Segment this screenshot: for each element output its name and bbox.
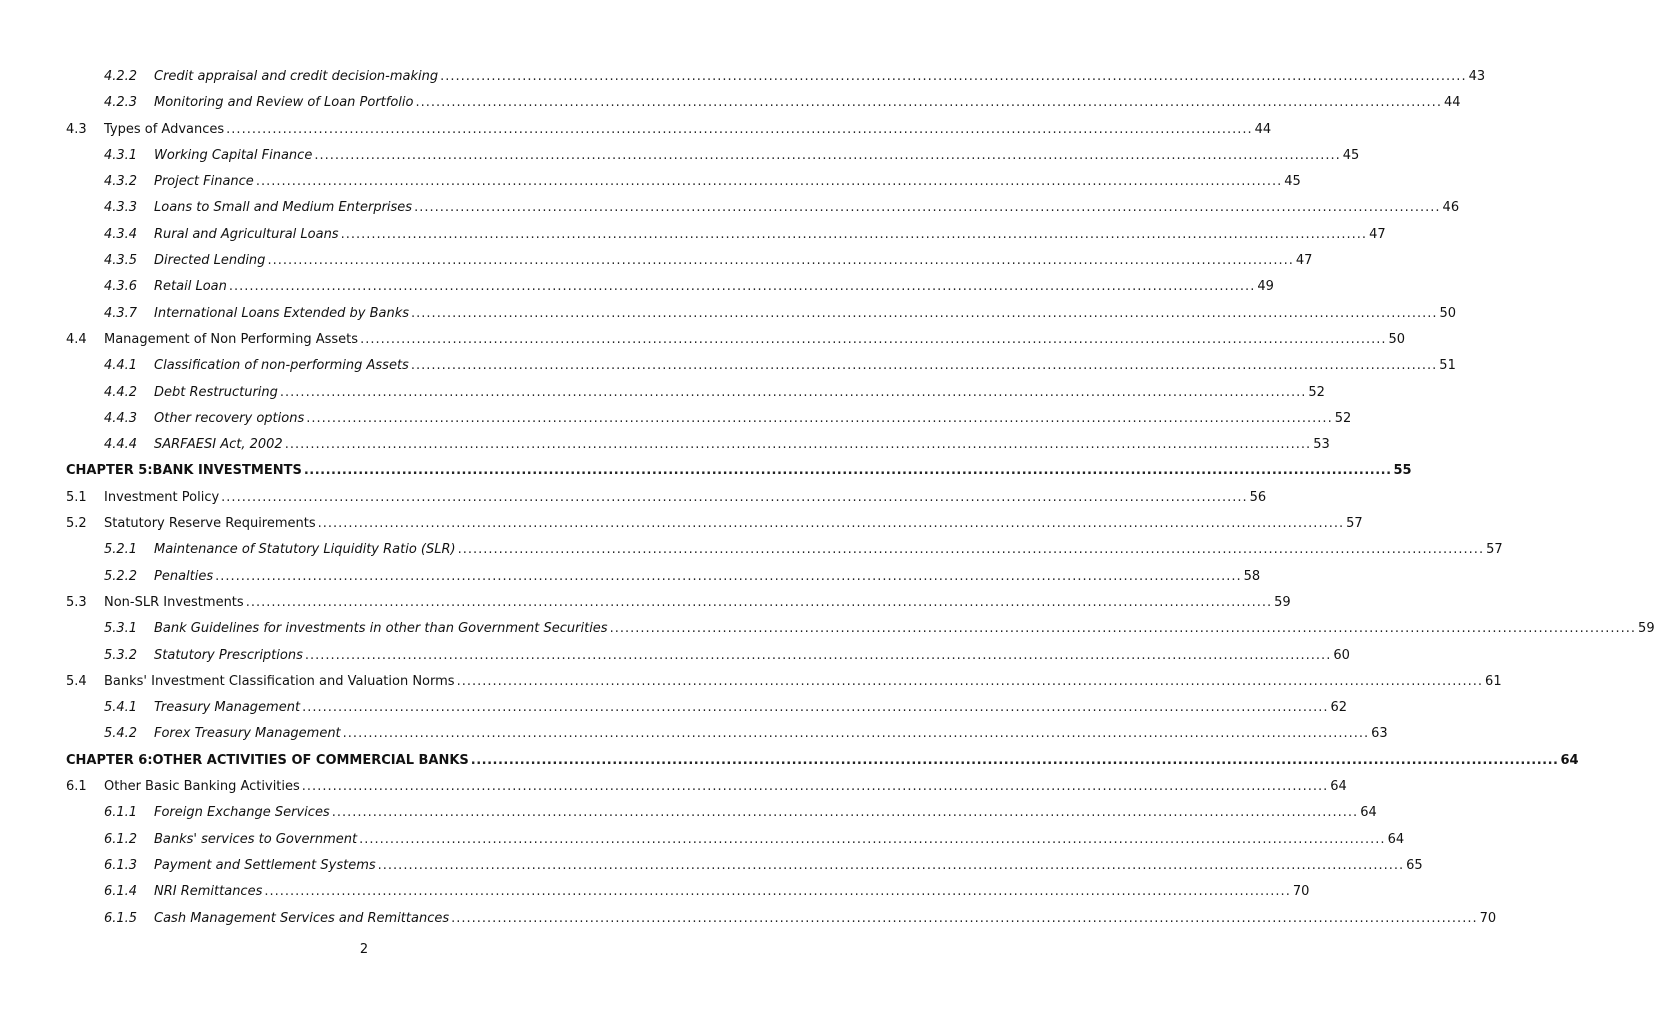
toc-entry-title: Other recovery options [154, 410, 305, 426]
toc-entry-title: Payment and Settlement Systems [154, 857, 376, 873]
toc-entry-number: 6.1.5 [104, 910, 138, 926]
dot-leader [215, 564, 1241, 590]
toc-entry-page: 58 [1243, 568, 1261, 584]
toc-entry-page: 70 [1292, 884, 1310, 900]
toc-entry-title: Statutory Reserve Requirements [104, 516, 316, 532]
toc-entry [66, 643, 1350, 669]
toc-entry-number: 6.1.1 [104, 805, 138, 821]
toc-entry-title: SARFAESI Act, 2002 [154, 437, 283, 453]
toc-entry-title: Penalties [154, 568, 214, 584]
toc-entry-number: 5.1 [66, 489, 87, 505]
toc-entry-number: 5.2.1 [104, 542, 138, 558]
toc-entry-number: CHAPTER 6: [66, 752, 153, 768]
toc-entry [66, 906, 1497, 932]
toc-entry-number: 4.4.2 [104, 384, 138, 400]
toc-entry [66, 353, 1456, 379]
toc-entry-number: 6.1.3 [104, 857, 138, 873]
toc-entry-title: Other Basic Banking Activities [104, 779, 300, 795]
dot-leader [440, 64, 1466, 90]
toc-entry-title: Working Capital Finance [154, 147, 313, 163]
toc-entry [66, 511, 1363, 537]
toc-entry-page: 46 [1442, 200, 1460, 216]
toc-entry [66, 616, 1655, 642]
toc-entry-page: 49 [1257, 279, 1274, 295]
toc-entry [66, 143, 1360, 169]
table-of-contents [66, 64, 1655, 932]
toc-entry-page: 50 [1439, 305, 1457, 321]
toc-entry-title: Non-SLR Investments [104, 594, 244, 610]
dot-leader [343, 721, 1369, 747]
toc-entry-number: 4.3.4 [104, 226, 138, 242]
toc-entry-number: 4.3.2 [104, 174, 138, 190]
toc-entry-title: NRI Remittances [154, 884, 263, 900]
toc-entry-page: 56 [1249, 489, 1267, 505]
toc-entry-page: 59 [1274, 594, 1291, 610]
toc-entry-title: Rural and Agricultural Loans [154, 226, 339, 242]
dot-leader [359, 827, 1385, 853]
dot-leader [332, 800, 1358, 826]
dot-leader [280, 380, 1306, 406]
toc-entry [66, 485, 1267, 511]
toc-entry-title: Retail Loan [154, 279, 227, 295]
toc-entry-page: 51 [1439, 358, 1456, 374]
toc-entry-number: 4.4.3 [104, 410, 138, 426]
toc-entry [66, 195, 1460, 221]
dot-leader [246, 590, 1272, 616]
dot-leader [411, 301, 1437, 327]
dot-leader [457, 669, 1483, 695]
toc-entry-page: 57 [1346, 516, 1363, 532]
toc-entry-title: Classification of non-performing Assets [154, 358, 409, 374]
toc-entry-title: Directed Lending [154, 253, 266, 269]
toc-entry-page: 60 [1333, 647, 1350, 663]
toc-entry [66, 301, 1457, 327]
toc-entry [66, 590, 1291, 616]
toc-entry [66, 564, 1261, 590]
toc-entry [66, 800, 1377, 826]
toc-entry-page: 64 [1330, 779, 1347, 795]
toc-entry-title: Investment Policy [104, 489, 220, 505]
toc-entry-page: 64 [1360, 805, 1377, 821]
dot-leader [264, 879, 1290, 905]
toc-entry [66, 248, 1313, 274]
toc-entry [66, 695, 1348, 721]
dot-leader [414, 195, 1440, 221]
toc-entry-page: 47 [1295, 253, 1313, 269]
toc-entry-number: 4.3.7 [104, 305, 138, 321]
toc-entry-page: 52 [1308, 384, 1325, 400]
toc-entry-number: 5.4.2 [104, 726, 138, 742]
dot-leader [341, 222, 1367, 248]
toc-entry-number: 5.4.1 [104, 700, 138, 716]
dot-leader [411, 353, 1437, 379]
toc-entry-number: 5.3.1 [104, 621, 138, 637]
toc-entry-page: 61 [1485, 673, 1502, 689]
toc-entry-number: 4.3.6 [104, 279, 138, 295]
dot-leader [285, 432, 1311, 458]
toc-entry-number: 6.1.4 [104, 884, 138, 900]
toc-entry-page: 43 [1468, 69, 1486, 84]
toc-entry-page: 70 [1479, 910, 1497, 926]
toc-entry-title: International Loans Extended by Banks [154, 305, 410, 321]
toc-chapter-entry [66, 748, 1579, 774]
toc-entry [66, 90, 1461, 116]
toc-entry-title: Statutory Prescriptions [154, 647, 303, 663]
dot-leader [302, 774, 1328, 800]
toc-entry-number: 4.4.1 [104, 358, 138, 374]
toc-entry [66, 827, 1405, 853]
toc-entry-title: Treasury Management [154, 700, 301, 716]
toc-entry-page: 53 [1313, 437, 1330, 453]
toc-entry-page: 62 [1330, 700, 1348, 716]
toc-entry-number: 4.3 [66, 121, 87, 137]
toc-entry-page: 50 [1388, 331, 1406, 347]
toc-entry-title: Maintenance of Statutory Liquidity Ratio (SLR) [154, 542, 456, 558]
toc-entry [66, 853, 1423, 879]
toc-entry [66, 432, 1330, 458]
toc-entry-number: 4.3.5 [104, 253, 138, 269]
toc-entry-title: Debt Restructuring [154, 384, 278, 400]
dot-leader [267, 248, 1293, 274]
toc-entry-title: Credit appraisal and credit decision-making [154, 69, 439, 84]
dot-leader [378, 853, 1404, 879]
toc-entry-number: 5.2.2 [104, 568, 138, 584]
dot-leader [221, 485, 1247, 511]
toc-entry [66, 537, 1503, 563]
toc-entry-number: 5.3 [66, 594, 87, 610]
toc-entry-page: 57 [1486, 542, 1503, 558]
toc-entry-number: 4.3.1 [104, 147, 138, 163]
dot-leader [302, 695, 1328, 721]
toc-entry-number: 4.2.3 [104, 95, 138, 111]
toc-entry [66, 774, 1347, 800]
dot-leader [318, 511, 1344, 537]
toc-entry-page: 52 [1334, 410, 1352, 426]
toc-entry-page: 65 [1406, 857, 1423, 873]
toc-entry-page: 44 [1254, 121, 1272, 137]
toc-entry-title: Cash Management Services and Remittances [154, 910, 450, 926]
toc-entry [66, 721, 1388, 747]
dot-leader [610, 616, 1636, 642]
toc-entry-page: 44 [1443, 95, 1461, 111]
toc-entry-title: Foreign Exchange Services [154, 805, 330, 821]
toc-entry-page: 45 [1284, 174, 1301, 190]
toc-entry-number: 5.2 [66, 516, 87, 532]
toc-entry [66, 117, 1272, 143]
toc-entry-title: Bank Guidelines for investments in other than Government Securities [154, 621, 608, 637]
toc-entry-title: OTHER ACTIVITIES OF COMMERCIAL BANKS [152, 752, 469, 768]
toc-entry-title: Forex Treasury Management [154, 726, 341, 742]
toc-entry-title: Types of Advances [104, 121, 225, 137]
toc-entry-title: Project Finance [154, 174, 254, 190]
dot-leader [226, 117, 1252, 143]
toc-entry-page: 64 [1387, 831, 1405, 847]
toc-entry-title: Loans to Small and Medium Enterprises [154, 200, 413, 216]
toc-entry-number: 5.3.2 [104, 647, 138, 663]
toc-entry [66, 222, 1386, 248]
dot-leader [306, 406, 1332, 432]
toc-entry-title: Monitoring and Review of Loan Portfolio [154, 95, 414, 111]
toc-entry [66, 327, 1406, 353]
toc-entry-number: 6.1 [66, 779, 87, 795]
toc-entry [66, 669, 1502, 695]
dot-leader [360, 327, 1386, 353]
toc-entry-page: 47 [1369, 226, 1386, 242]
toc-entry-number: 4.2.2 [104, 69, 138, 84]
toc-entry-number: 5.4 [66, 673, 87, 689]
toc-entry [66, 406, 1352, 432]
toc-entry-title: Banks' services to Government [154, 831, 358, 847]
toc-entry-number: CHAPTER 5: [66, 463, 153, 479]
toc-entry-number: 4.4.4 [104, 437, 138, 453]
dot-leader [256, 169, 1282, 195]
toc-entry-title: BANK INVESTMENTS [152, 463, 302, 479]
dot-leader [415, 90, 1441, 116]
toc-entry-title: Banks' Investment Classification and Valuation Norms [104, 673, 455, 689]
dot-leader [451, 906, 1477, 932]
toc-entry-number: 4.3.3 [104, 200, 138, 216]
dot-leader [471, 748, 1559, 774]
toc-entry-page: 63 [1371, 726, 1388, 742]
toc-chapter-entry [66, 458, 1412, 484]
toc-entry-page: 64 [1560, 752, 1579, 768]
toc-entry [66, 64, 1486, 90]
toc-entry-number: 6.1.2 [104, 831, 138, 847]
page-number: 2 [359, 942, 369, 957]
toc-entry-page: 55 [1393, 463, 1412, 479]
toc-entry-page: 45 [1342, 147, 1360, 163]
toc-entry [66, 274, 1274, 300]
toc-entry-number: 4.4 [66, 331, 87, 347]
dot-leader [314, 143, 1340, 169]
toc-entry-page: 59 [1638, 621, 1655, 637]
dot-leader [458, 537, 1484, 563]
toc-entry [66, 879, 1310, 905]
dot-leader [305, 643, 1331, 669]
dot-leader [229, 274, 1255, 300]
dot-leader [304, 458, 1392, 484]
toc-entry [66, 380, 1325, 406]
toc-entry [66, 169, 1301, 195]
toc-entry-title: Management of Non Performing Assets [104, 331, 359, 347]
